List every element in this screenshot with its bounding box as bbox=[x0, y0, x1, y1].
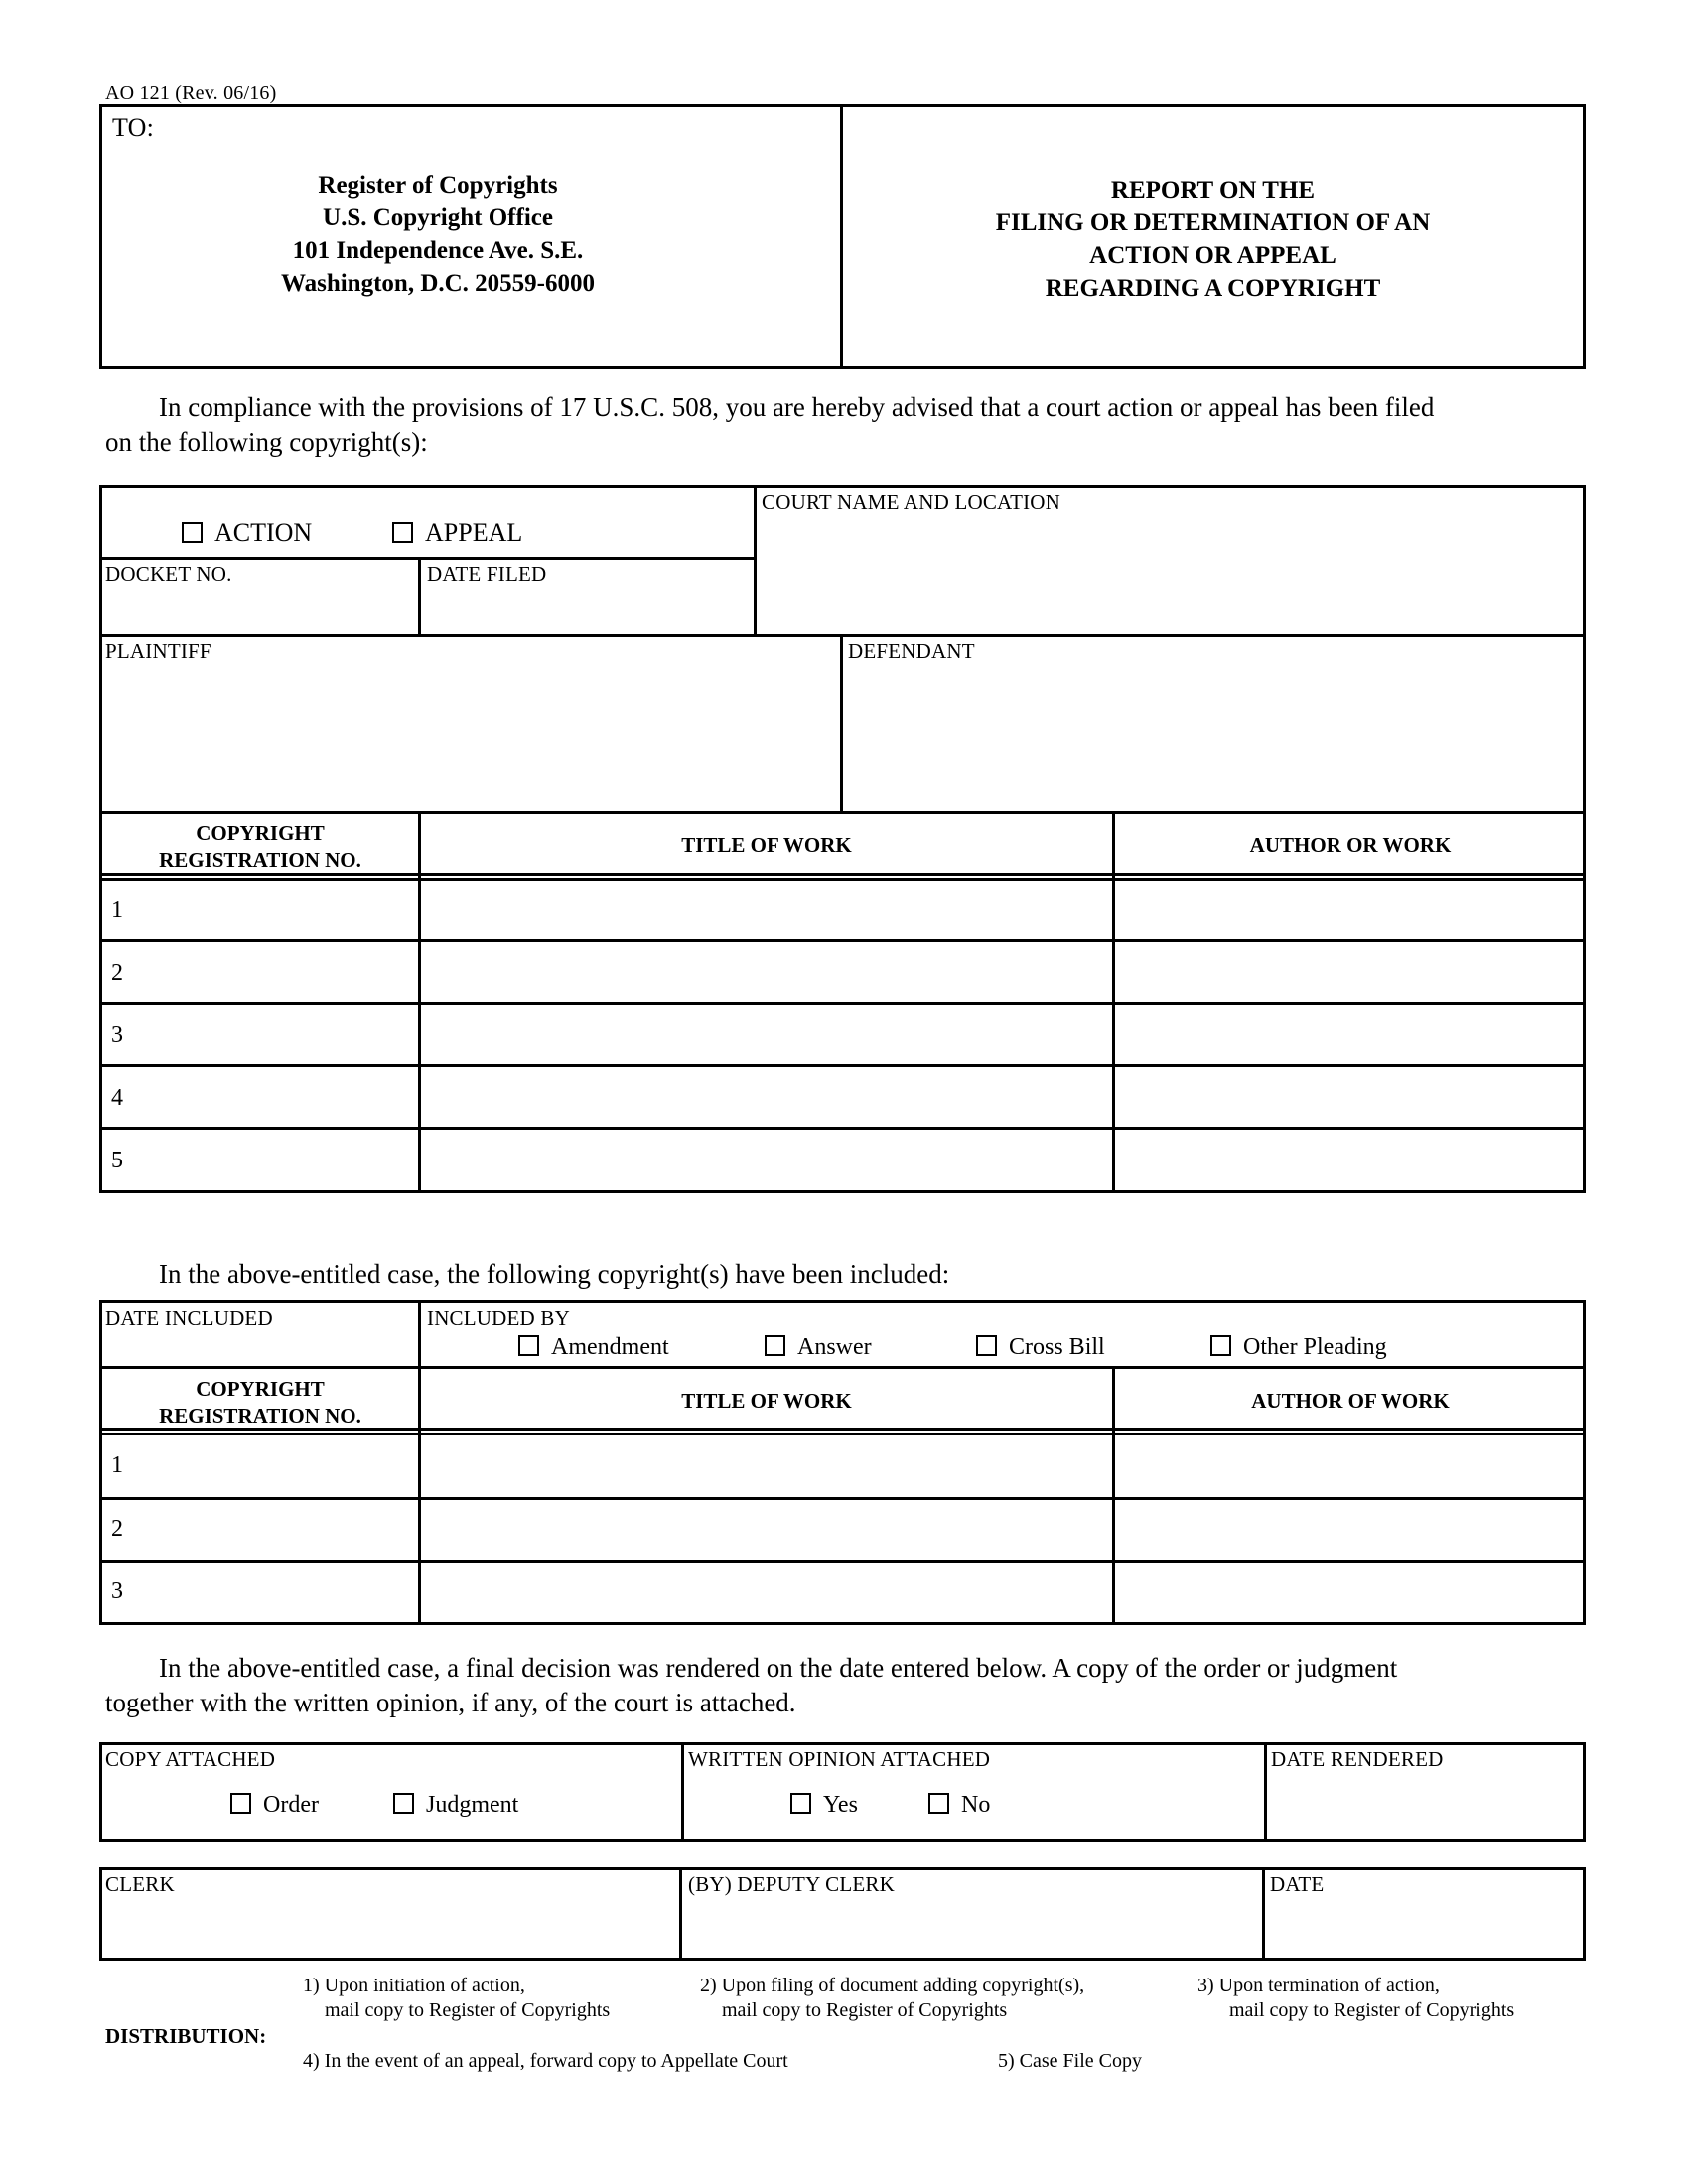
no-label: No bbox=[961, 1792, 991, 1818]
included-reg-no-header bbox=[102, 1376, 418, 1430]
deputy-clerk-label: (BY) DEPUTY CLERK bbox=[688, 1872, 895, 1896]
report-title-line-3: ACTION OR APPEAL bbox=[1089, 242, 1336, 269]
distribution-item-3 bbox=[1197, 1974, 1514, 2023]
divider-date-filed bbox=[418, 557, 421, 636]
decision-intro-line-1: In the above-entitled case, a final decision was rendered on the date entered below. A copy of the order or judgment bbox=[159, 1653, 1398, 1683]
to-label: TO: bbox=[112, 113, 155, 142]
distribution-item-1-line-2: mail copy to Register of Copyrights bbox=[325, 1999, 611, 2021]
divider-row-3 bbox=[99, 1064, 1586, 1067]
row-number: 2 bbox=[111, 960, 123, 986]
appeal-label: APPEAL bbox=[425, 518, 523, 547]
judgment-checkbox[interactable] bbox=[393, 1792, 518, 1819]
row-number: 4 bbox=[111, 1085, 123, 1111]
distribution-item-1 bbox=[303, 1974, 610, 2023]
checkbox-icon[interactable] bbox=[518, 1335, 539, 1356]
cross-bill-checkbox[interactable] bbox=[976, 1334, 1105, 1361]
action-label: ACTION bbox=[214, 518, 313, 547]
recipient-line-1: Register of Copyrights bbox=[318, 172, 558, 199]
divider-docket bbox=[99, 557, 755, 560]
intro-line-2: on the following copyright(s): bbox=[105, 427, 428, 457]
plaintiff-label: PLAINTIFF bbox=[105, 639, 211, 663]
intro-line-1: In compliance with the provisions of 17 U.S.C. 508, you are hereby advised that a court action or appeal has been filed bbox=[159, 392, 1435, 422]
included-reg-no-header-line-1: COPYRIGHT bbox=[196, 1377, 325, 1401]
reg-no-header-line-2: REGISTRATION NO. bbox=[159, 848, 361, 872]
form-id: AO 121 (Rev. 06/16) bbox=[105, 82, 277, 104]
date-included-label: DATE INCLUDED bbox=[105, 1306, 273, 1330]
divider-row-2 bbox=[99, 1002, 1586, 1005]
copy-attached-label: COPY ATTACHED bbox=[105, 1747, 276, 1771]
divider-defendant bbox=[840, 634, 843, 813]
recipient-line-2: U.S. Copyright Office bbox=[323, 205, 553, 231]
checkbox-icon[interactable] bbox=[790, 1793, 811, 1814]
recipient-line-3: 101 Independence Ave. S.E. bbox=[292, 237, 584, 264]
reg-no-header-line-1: COPYRIGHT bbox=[196, 821, 325, 845]
distribution-item-2-line-2: mail copy to Register of Copyrights bbox=[722, 1999, 1008, 2021]
court-name-label: COURT NAME AND LOCATION bbox=[762, 490, 1061, 514]
judgment-label: Judgment bbox=[426, 1792, 519, 1818]
divider-columns bbox=[99, 811, 1586, 814]
included-intro: In the above-entitled case, the following copyright(s) have been included: bbox=[159, 1259, 950, 1289]
checkbox-icon[interactable] bbox=[182, 522, 203, 543]
divider-court bbox=[754, 485, 757, 636]
divider-header-2 bbox=[99, 878, 1586, 881]
answer-checkbox[interactable] bbox=[765, 1334, 872, 1361]
distribution-item-2 bbox=[700, 1974, 1084, 2023]
recipient-address bbox=[102, 169, 774, 300]
distribution-item-3-line-2: mail copy to Register of Copyrights bbox=[1229, 1999, 1515, 2021]
divider-written-opinion bbox=[681, 1742, 684, 1842]
divider-date-rendered bbox=[1264, 1742, 1267, 1842]
checkbox-icon[interactable] bbox=[765, 1335, 785, 1356]
checkbox-icon[interactable] bbox=[976, 1335, 997, 1356]
written-opinion-label: WRITTEN OPINION ATTACHED bbox=[688, 1747, 991, 1771]
divider-included-row-2 bbox=[99, 1560, 1586, 1563]
author-header: AUTHOR OR WORK bbox=[1249, 833, 1452, 857]
divider-included-header-2 bbox=[99, 1433, 1586, 1435]
date-rendered-label: DATE RENDERED bbox=[1271, 1747, 1444, 1771]
included-by-label: INCLUDED BY bbox=[427, 1306, 570, 1330]
row-number: 1 bbox=[111, 897, 123, 923]
included-reg-no-header-line-2: REGISTRATION NO. bbox=[159, 1404, 361, 1428]
yes-label: Yes bbox=[823, 1792, 858, 1818]
divider-col-author bbox=[1112, 811, 1115, 1193]
order-checkbox[interactable] bbox=[230, 1792, 319, 1819]
row-number: 5 bbox=[111, 1148, 123, 1173]
distribution-label: DISTRIBUTION: bbox=[105, 2024, 267, 2048]
included-title-header: TITLE OF WORK bbox=[681, 1389, 852, 1413]
divider-row-1 bbox=[99, 939, 1586, 942]
distribution-item-1-line-1: 1) Upon initiation of action, bbox=[303, 1975, 525, 1996]
docket-label: DOCKET NO. bbox=[105, 562, 232, 586]
row-number: 1 bbox=[111, 1452, 123, 1478]
answer-label: Answer bbox=[797, 1334, 872, 1360]
row-number: 3 bbox=[111, 1578, 123, 1604]
action-checkbox[interactable] bbox=[182, 518, 312, 548]
checkbox-icon[interactable] bbox=[393, 1793, 414, 1814]
included-author-header: AUTHOR OF WORK bbox=[1251, 1389, 1450, 1413]
decision-intro-line-2: together with the written opinion, if any, of the court is attached. bbox=[105, 1688, 796, 1717]
row-number: 2 bbox=[111, 1516, 123, 1542]
order-label: Order bbox=[263, 1792, 319, 1818]
checkbox-icon[interactable] bbox=[1210, 1335, 1231, 1356]
cross-bill-label: Cross Bill bbox=[1009, 1334, 1105, 1360]
recipient-line-4: Washington, D.C. 20559-6000 bbox=[280, 270, 595, 297]
report-title-line-4: REGARDING A COPYRIGHT bbox=[1045, 275, 1381, 302]
amendment-label: Amendment bbox=[551, 1334, 669, 1360]
divider-included-col-title bbox=[418, 1300, 421, 1625]
divider-col-title bbox=[418, 811, 421, 1193]
other-pleading-checkbox[interactable] bbox=[1210, 1334, 1387, 1361]
clerk-label: CLERK bbox=[105, 1872, 175, 1896]
report-title-line-2: FILING OR DETERMINATION OF AN bbox=[995, 209, 1431, 236]
amendment-checkbox[interactable] bbox=[518, 1334, 669, 1361]
reg-no-header bbox=[102, 820, 418, 874]
distribution-item-3-line-1: 3) Upon termination of action, bbox=[1197, 1975, 1440, 1996]
distribution-item-4: 4) In the event of an appeal, forward copy to Appellate Court bbox=[303, 2050, 788, 2072]
report-title bbox=[843, 174, 1583, 305]
divider-included-columns bbox=[99, 1366, 1586, 1369]
checkbox-icon[interactable] bbox=[928, 1793, 949, 1814]
title-of-work-header: TITLE OF WORK bbox=[681, 833, 852, 857]
no-checkbox[interactable] bbox=[928, 1792, 990, 1819]
distribution-item-2-line-1: 2) Upon filing of document adding copyright(s), bbox=[700, 1975, 1085, 1996]
clerk-date-label: DATE bbox=[1270, 1872, 1325, 1896]
other-pleading-label: Other Pleading bbox=[1243, 1334, 1387, 1360]
yes-checkbox[interactable] bbox=[790, 1792, 858, 1819]
appeal-checkbox[interactable] bbox=[392, 518, 522, 548]
checkbox-icon[interactable] bbox=[230, 1793, 251, 1814]
row-number: 3 bbox=[111, 1023, 123, 1048]
divider-clerk-date bbox=[1262, 1867, 1265, 1961]
divider-deputy-clerk bbox=[679, 1867, 682, 1961]
date-filed-label: DATE FILED bbox=[427, 562, 547, 586]
defendant-label: DEFENDANT bbox=[848, 639, 975, 663]
report-title-line-1: REPORT ON THE bbox=[1110, 177, 1316, 204]
distribution-item-5: 5) Case File Copy bbox=[998, 2050, 1142, 2072]
divider-row-4 bbox=[99, 1127, 1586, 1130]
checkbox-icon[interactable] bbox=[392, 522, 413, 543]
divider-included-row-1 bbox=[99, 1497, 1586, 1500]
